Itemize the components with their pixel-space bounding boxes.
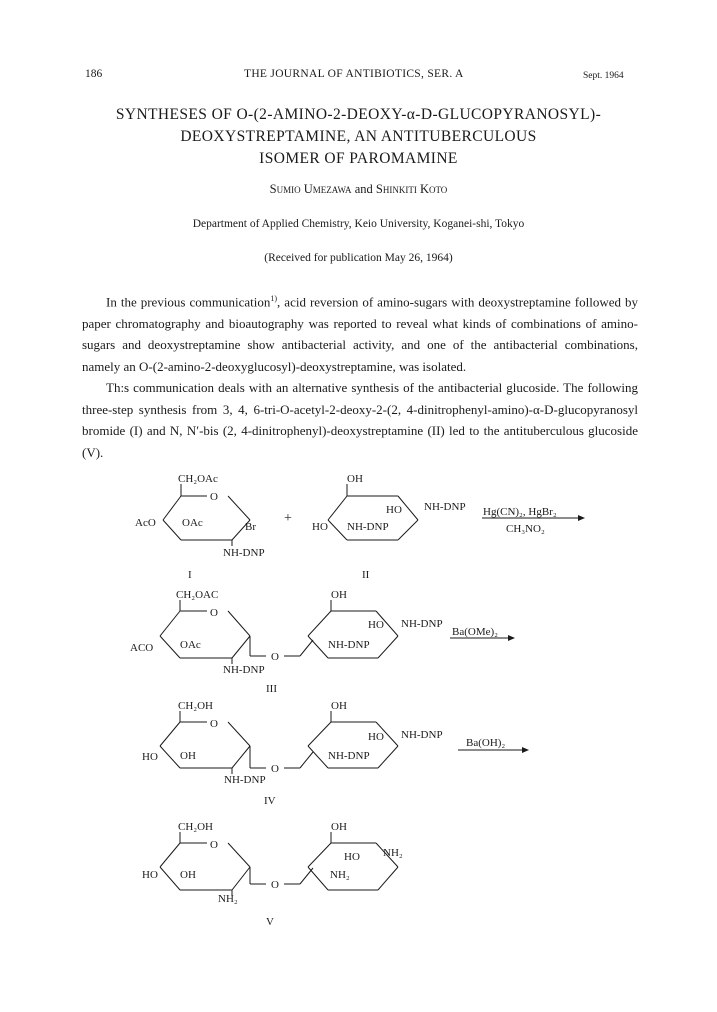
structure-III xyxy=(160,600,398,664)
body-text xyxy=(82,288,638,463)
III-r-inner: NH-DNP xyxy=(328,639,370,651)
reaction-scheme xyxy=(0,460,717,940)
step1-reagent-bottom: CH₃NO₂ xyxy=(506,523,545,535)
author-2: Shinkiti Koto xyxy=(375,182,448,196)
II-top: OH xyxy=(347,473,363,485)
V-label: V xyxy=(266,916,274,928)
II-left: HO xyxy=(312,521,328,533)
author-1: Sumio Umezawa xyxy=(269,182,352,196)
structure-I xyxy=(163,484,250,546)
V-ring-o: O xyxy=(210,839,218,851)
step3-reagent: Ba(OH)₂ xyxy=(466,737,506,749)
II-inner-top: HO xyxy=(386,504,402,516)
V-bottom: NH₂ xyxy=(218,893,238,905)
V-r-top: OH xyxy=(331,821,347,833)
author-connector: and xyxy=(354,182,373,196)
III-left: ACO xyxy=(130,642,154,654)
III-top: CH₂OAC xyxy=(176,589,219,601)
IV-r-inner: NH-DNP xyxy=(328,750,370,762)
III-label: III xyxy=(266,683,277,695)
I-left: AcO xyxy=(135,517,156,529)
title-line-2: DEOXYSTREPTAMINE, AN ANTITUBERCULOUS xyxy=(180,128,537,145)
step2-reagent: Ba(OMe)₂ xyxy=(452,626,498,638)
title-line-3: ISOMER OF PAROMAMINE xyxy=(259,150,458,167)
IV-left: HO xyxy=(142,751,158,763)
IV-bottom: NH-DNP xyxy=(224,774,266,786)
I-bottom: NH-DNP xyxy=(223,547,265,559)
V-bridge-o: O xyxy=(271,879,279,891)
paragraph-1-text-b: , acid reversion of amino-sugars with deoxystreptamine followed by paper chromatography and bioautography was reported to reveal what kinds of combinations of amino-sugars and deoxystreptamine show antibacterial activity, and one of the antibacterial combinations, namely an O-(2-amino-2-deoxyglucosyl)-deoxystreptamine, was isolated. xyxy=(82,294,638,374)
title-line-1: SYNTHESES OF O-(2-AMINO-2-DEOXY-α-D-GLUCOPYRANOSYL)- xyxy=(115,106,602,123)
V-r-inner-top: HO xyxy=(344,851,360,863)
IV-top: CH₂OH xyxy=(178,700,214,712)
I-top: CH₂OAc xyxy=(178,473,218,485)
III-r-top: OH xyxy=(331,589,347,601)
III-inner: OAc xyxy=(180,639,201,651)
V-inner: OH xyxy=(180,869,196,881)
IV-label: IV xyxy=(264,795,276,807)
III-r-inner-top: HO xyxy=(368,619,384,631)
received-date: (Received for publication May 26, 1964) xyxy=(264,252,453,264)
III-ring-o: O xyxy=(210,607,218,619)
citation-ref: 1) xyxy=(270,294,278,303)
paragraph-1 xyxy=(82,288,638,377)
V-left: HO xyxy=(142,869,158,881)
I-inner: OAc xyxy=(182,517,203,529)
paragraph-2: Th:s communication deals with an alternative synthesis of the antibacterial glucoside. The following three-step synthesis from 3, 4, 6-tri-O-acetyl-2-deoxy-2-(2, 4-dinitrophenyl-amino)-α-D-glucopyranosyl bromide (I) and N, N′-bis (2, 4-dinitrophenyl)-deoxystreptamine (II) led to the antituberculous glucoside (V). xyxy=(82,380,638,460)
II-label: II xyxy=(362,569,370,581)
authors xyxy=(0,182,717,197)
page-number: 186 xyxy=(85,68,103,80)
I-label: I xyxy=(188,569,192,581)
plus-sign: + xyxy=(284,511,292,526)
III-bottom: NH-DNP xyxy=(223,664,265,676)
IV-r-top: OH xyxy=(331,700,347,712)
running-head: THE JOURNAL OF ANTIBIOTICS, SER. A xyxy=(244,68,464,80)
IV-inner: OH xyxy=(180,750,196,762)
V-top: CH₂OH xyxy=(178,821,214,833)
IV-r-inner-top: HO xyxy=(368,731,384,743)
step1-reagent-top: Hg(CN)₂, HgBr₂ xyxy=(483,506,557,518)
paragraph-1-text-a: In the previous communication xyxy=(106,294,271,310)
I-ring-o: O xyxy=(210,491,218,503)
IV-bridge-o: O xyxy=(271,763,279,775)
affiliation: Department of Applied Chemistry, Keio University, Koganei-shi, Tokyo xyxy=(192,218,525,230)
structure-V xyxy=(160,832,398,895)
I-right: Br xyxy=(245,521,256,533)
V-r-inner: NH₂ xyxy=(330,869,350,881)
issue-date: Sept. 1964 xyxy=(583,71,624,81)
III-r-right: NH-DNP xyxy=(401,618,443,630)
III-bridge-o: O xyxy=(271,651,279,663)
structure-IV xyxy=(160,711,398,774)
II-inner: NH-DNP xyxy=(347,521,389,533)
II-right: NH-DNP xyxy=(424,501,466,513)
IV-r-right: NH-DNP xyxy=(401,729,443,741)
IV-ring-o: O xyxy=(210,718,218,730)
V-r-right: NH₂ xyxy=(383,847,403,859)
